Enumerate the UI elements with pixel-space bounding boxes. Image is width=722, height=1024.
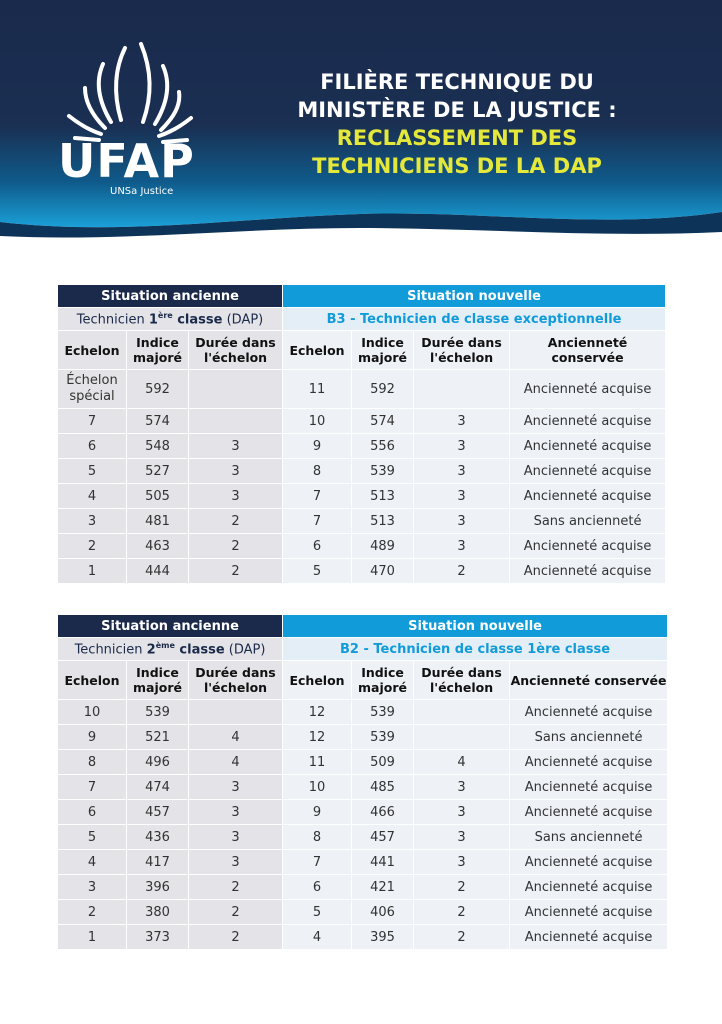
cell-echelon-new: 7 xyxy=(283,850,352,875)
table-row xyxy=(58,484,666,509)
cell-indice-old: 496 xyxy=(127,750,189,775)
cell-indice-new: 457 xyxy=(352,825,414,850)
cell-indice-old: 548 xyxy=(127,434,189,459)
cell-echelon-new: 8 xyxy=(283,825,352,850)
reclassement-table-1 xyxy=(57,284,666,584)
cell-duree-old: 3 xyxy=(189,459,283,484)
cell-anciennete: Ancienneté acquise xyxy=(510,875,668,900)
col-duree-old: Durée dans l'échelon xyxy=(189,661,283,700)
cell-duree-old: 4 xyxy=(189,725,283,750)
logo-subtitle: UNSa Justice xyxy=(110,186,174,197)
col-anciennete: Ancienneté conservée xyxy=(510,661,668,700)
cell-duree-old: 3 xyxy=(189,800,283,825)
cell-echelon-old: 10 xyxy=(58,700,127,725)
cell-indice-new: 421 xyxy=(352,875,414,900)
cell-indice-old: 436 xyxy=(127,825,189,850)
cell-echelon-old: 5 xyxy=(58,459,127,484)
column-header-row xyxy=(58,331,666,370)
cell-duree-old xyxy=(189,700,283,725)
col-echelon-old: Echelon xyxy=(58,661,127,700)
cell-duree-new: 3 xyxy=(414,825,510,850)
cell-echelon-old: 8 xyxy=(58,750,127,775)
cell-indice-new: 539 xyxy=(352,725,414,750)
cell-duree-new: 2 xyxy=(414,559,510,584)
col-indice-old: Indice majoré xyxy=(127,331,189,370)
cell-duree-new: 3 xyxy=(414,459,510,484)
cell-indice-old: 592 xyxy=(127,370,189,409)
cell-duree-old: 4 xyxy=(189,750,283,775)
cell-indice-old: 481 xyxy=(127,509,189,534)
cell-duree-old xyxy=(189,409,283,434)
table-row xyxy=(58,875,668,900)
cell-duree-new: 3 xyxy=(414,509,510,534)
title-line-2: MINISTÈRE DE LA JUSTICE : xyxy=(297,98,617,122)
new-grade-label: B3 - Technicien de classe exceptionnelle xyxy=(283,308,666,331)
title-line-3: RECLASSEMENT DES xyxy=(336,126,578,150)
cell-duree-new: 2 xyxy=(414,925,510,950)
cell-anciennete: Ancienneté acquise xyxy=(510,700,668,725)
cell-echelon-old: 1 xyxy=(58,925,127,950)
table-row xyxy=(58,459,666,484)
cell-echelon-new: 12 xyxy=(283,700,352,725)
cell-echelon-new: 6 xyxy=(283,875,352,900)
cell-anciennete: Ancienneté acquise xyxy=(510,900,668,925)
table-row xyxy=(58,700,668,725)
cell-anciennete: Ancienneté acquise xyxy=(510,534,666,559)
cell-indice-new: 470 xyxy=(352,559,414,584)
cell-anciennete: Ancienneté acquise xyxy=(510,459,666,484)
cell-echelon-old: 9 xyxy=(58,725,127,750)
col-anciennete: Ancienneté conservée xyxy=(510,331,666,370)
cell-echelon-new: 6 xyxy=(283,534,352,559)
cell-echelon-old: 4 xyxy=(58,484,127,509)
cell-duree-old: 2 xyxy=(189,559,283,584)
new-situation-header: Situation nouvelle xyxy=(283,285,666,308)
table-1-body xyxy=(58,370,666,584)
cell-duree-old: 2 xyxy=(189,534,283,559)
table-2-body xyxy=(58,700,668,950)
cell-duree-new: 3 xyxy=(414,534,510,559)
cell-echelon-old: 2 xyxy=(58,534,127,559)
cell-echelon-old: 3 xyxy=(58,875,127,900)
col-indice-new: Indice majoré xyxy=(352,661,414,700)
cell-duree-new: 4 xyxy=(414,750,510,775)
cell-duree-old: 3 xyxy=(189,775,283,800)
cell-duree-old: 2 xyxy=(189,900,283,925)
cell-anciennete: Sans ancienneté xyxy=(510,725,668,750)
column-header-row xyxy=(58,661,668,700)
table-row xyxy=(58,434,666,459)
table-row xyxy=(58,800,668,825)
cell-echelon-new: 9 xyxy=(283,800,352,825)
col-echelon-new: Echelon xyxy=(283,331,352,370)
cell-indice-new: 574 xyxy=(352,409,414,434)
page-header xyxy=(0,0,722,240)
table-row xyxy=(58,750,668,775)
new-grade-label: B2 - Technicien de classe 1ère classe xyxy=(283,638,668,661)
cell-indice-new: 539 xyxy=(352,700,414,725)
cell-indice-old: 457 xyxy=(127,800,189,825)
cell-echelon-old: 2 xyxy=(58,900,127,925)
cell-duree-old: 3 xyxy=(189,825,283,850)
cell-duree-old xyxy=(189,370,283,409)
cell-indice-old: 380 xyxy=(127,900,189,925)
cell-echelon-new: 12 xyxy=(283,725,352,750)
cell-indice-old: 396 xyxy=(127,875,189,900)
cell-anciennete: Ancienneté acquise xyxy=(510,434,666,459)
new-situation-header: Situation nouvelle xyxy=(283,615,668,638)
cell-anciennete: Ancienneté acquise xyxy=(510,750,668,775)
cell-echelon-new: 8 xyxy=(283,459,352,484)
cell-echelon-old: 4 xyxy=(58,850,127,875)
cell-indice-new: 441 xyxy=(352,850,414,875)
cell-indice-new: 556 xyxy=(352,434,414,459)
title-line-4: TECHNICIENS DE LA DAP xyxy=(312,154,602,178)
table-row xyxy=(58,559,666,584)
page-title xyxy=(262,68,652,180)
col-duree-old: Durée dans l'échelon xyxy=(189,331,283,370)
cell-echelon-new: 11 xyxy=(283,750,352,775)
cell-echelon-old: 6 xyxy=(58,434,127,459)
cell-duree-new: 3 xyxy=(414,409,510,434)
cell-echelon-old: 5 xyxy=(58,825,127,850)
cell-indice-new: 513 xyxy=(352,509,414,534)
cell-duree-new: 3 xyxy=(414,800,510,825)
cell-echelon-new: 10 xyxy=(283,775,352,800)
cell-duree-old: 3 xyxy=(189,484,283,509)
cell-duree-old: 3 xyxy=(189,434,283,459)
cell-duree-old: 2 xyxy=(189,925,283,950)
cell-indice-old: 574 xyxy=(127,409,189,434)
cell-indice-old: 521 xyxy=(127,725,189,750)
cell-indice-new: 485 xyxy=(352,775,414,800)
cell-duree-new: 3 xyxy=(414,484,510,509)
table-row xyxy=(58,925,668,950)
table-row xyxy=(58,900,668,925)
table-row xyxy=(58,509,666,534)
table-row xyxy=(58,850,668,875)
cell-duree-new: 2 xyxy=(414,900,510,925)
cell-duree-new: 3 xyxy=(414,850,510,875)
cell-indice-old: 417 xyxy=(127,850,189,875)
cell-indice-new: 466 xyxy=(352,800,414,825)
col-duree-new: Durée dans l'échelon xyxy=(414,661,510,700)
table-row xyxy=(58,775,668,800)
logo-text: UFAP xyxy=(58,134,195,188)
cell-anciennete: Sans ancienneté xyxy=(510,825,668,850)
cell-indice-old: 474 xyxy=(127,775,189,800)
table-row xyxy=(58,725,668,750)
cell-anciennete: Ancienneté acquise xyxy=(510,800,668,825)
cell-duree-new: 3 xyxy=(414,775,510,800)
cell-echelon-old: Échelon spécial xyxy=(58,370,127,409)
cell-indice-old: 463 xyxy=(127,534,189,559)
cell-indice-old: 373 xyxy=(127,925,189,950)
cell-echelon-new: 4 xyxy=(283,925,352,950)
cell-echelon-new: 10 xyxy=(283,409,352,434)
cell-indice-old: 444 xyxy=(127,559,189,584)
cell-duree-new xyxy=(414,700,510,725)
cell-indice-new: 489 xyxy=(352,534,414,559)
cell-echelon-new: 11 xyxy=(283,370,352,409)
reclassement-table-2 xyxy=(57,614,668,950)
cell-anciennete: Ancienneté acquise xyxy=(510,484,666,509)
col-echelon-new: Echelon xyxy=(283,661,352,700)
cell-duree-new: 3 xyxy=(414,434,510,459)
cell-anciennete: Ancienneté acquise xyxy=(510,925,668,950)
old-situation-header: Situation ancienne xyxy=(58,615,283,638)
old-situation-header: Situation ancienne xyxy=(58,285,283,308)
cell-echelon-new: 5 xyxy=(283,559,352,584)
title-line-1: FILIÈRE TECHNIQUE DU xyxy=(320,70,594,94)
table-row xyxy=(58,409,666,434)
cell-indice-old: 505 xyxy=(127,484,189,509)
table-row xyxy=(58,825,668,850)
cell-echelon-old: 7 xyxy=(58,409,127,434)
cell-anciennete: Ancienneté acquise xyxy=(510,409,666,434)
cell-indice-old: 527 xyxy=(127,459,189,484)
cell-echelon-old: 6 xyxy=(58,800,127,825)
cell-indice-new: 395 xyxy=(352,925,414,950)
cell-echelon-old: 3 xyxy=(58,509,127,534)
cell-indice-new: 539 xyxy=(352,459,414,484)
cell-echelon-new: 7 xyxy=(283,509,352,534)
col-indice-new: Indice majoré xyxy=(352,331,414,370)
col-echelon-old: Echelon xyxy=(58,331,127,370)
cell-duree-new: 2 xyxy=(414,875,510,900)
cell-anciennete: Ancienneté acquise xyxy=(510,775,668,800)
cell-anciennete: Ancienneté acquise xyxy=(510,850,668,875)
old-grade-label: Technicien 2ème classe (DAP) xyxy=(58,638,283,661)
cell-echelon-old: 7 xyxy=(58,775,127,800)
cell-echelon-old: 1 xyxy=(58,559,127,584)
cell-duree-old: 2 xyxy=(189,875,283,900)
cell-echelon-new: 5 xyxy=(283,900,352,925)
cell-duree-new xyxy=(414,370,510,409)
cell-indice-new: 406 xyxy=(352,900,414,925)
col-indice-old: Indice majoré xyxy=(127,661,189,700)
table-row xyxy=(58,370,666,409)
cell-duree-old: 2 xyxy=(189,509,283,534)
old-grade-label: Technicien 1ère classe (DAP) xyxy=(58,308,283,331)
cell-anciennete: Ancienneté acquise xyxy=(510,370,666,409)
cell-indice-new: 509 xyxy=(352,750,414,775)
cell-echelon-new: 7 xyxy=(283,484,352,509)
cell-indice-new: 592 xyxy=(352,370,414,409)
cell-indice-old: 539 xyxy=(127,700,189,725)
col-duree-new: Durée dans l'échelon xyxy=(414,331,510,370)
cell-duree-old: 3 xyxy=(189,850,283,875)
cell-echelon-new: 9 xyxy=(283,434,352,459)
cell-duree-new xyxy=(414,725,510,750)
table-row xyxy=(58,534,666,559)
cell-indice-new: 513 xyxy=(352,484,414,509)
cell-anciennete: Sans ancienneté xyxy=(510,509,666,534)
cell-anciennete: Ancienneté acquise xyxy=(510,559,666,584)
